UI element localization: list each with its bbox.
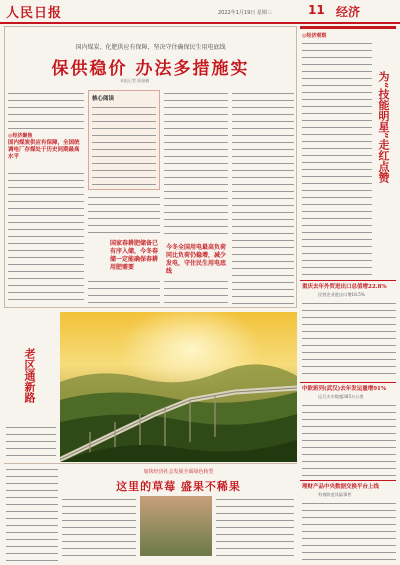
right-body-2 (302, 402, 396, 478)
feature-kicker: 加快经济社会发展全面绿色转型 (143, 469, 214, 475)
right-sub-1: 民营企业进出口增18.5% (318, 292, 365, 297)
feature-headline: 这里的草莓 盛果不稀果 (116, 480, 241, 493)
core-reading-body (92, 104, 156, 186)
lead-midhead-1: 国家春耕肥储备已有序入储，今冬春储一定能确保春耕用肥需要 (110, 240, 159, 271)
core-reading-title: 核心阅读 (92, 96, 115, 102)
lead-body-left-top (8, 90, 84, 130)
photo-vertical-caption-text: 老区通新路 (23, 347, 36, 403)
section-name: 经济 (336, 5, 361, 19)
photo-vertical-caption (22, 330, 36, 420)
lead-byline: 本报记者 陆娅楠 (120, 78, 150, 83)
right-headline-3: 理财产品中央数据交换平台上线 (302, 484, 380, 490)
dateline: 2022年1月19日 星期三 (218, 10, 272, 16)
highway-photo (60, 312, 297, 462)
right-divider-1 (300, 280, 396, 281)
right-body-3 (302, 500, 396, 562)
right-sub-3: 有效防范风险事件 (318, 492, 352, 497)
right-body-1 (302, 300, 396, 380)
lead-kicker: 国内煤炭、化肥供应有保障，坚决守住确保民生用电底线 (75, 44, 226, 51)
feature-left-body (6, 466, 58, 562)
right-column-tag: ◎经济观察 (302, 33, 327, 39)
lead-body-mid-top (88, 194, 160, 238)
right-vertical-title (376, 52, 394, 202)
lead-tag-left: ◎经济聚焦 (8, 133, 33, 139)
lead-body-mid-bottom (88, 278, 160, 304)
feature-body-1 (62, 496, 136, 562)
lead-sub-left: 国内煤炭供应有保障，全国统调电厂存煤处于历史同期最高水平 (8, 140, 80, 160)
feature-photo (140, 496, 212, 556)
feature-body-2 (216, 496, 294, 562)
right-headline-2: 中欧班列(武汉)去年发运量增91% (302, 386, 387, 392)
lead-body-col4 (232, 90, 294, 304)
right-headline-1: 重庆去年外贸进出口总值增22.8% (302, 284, 387, 290)
newspaper-logo: 人民日报 (6, 6, 63, 21)
right-commentary-body (302, 40, 372, 278)
right-column-rule (300, 26, 396, 29)
page-number: 11 (308, 3, 325, 17)
right-sub-2: 运行火车数超385万公里 (318, 394, 364, 399)
lead-body-left (8, 170, 84, 304)
lead-midhead-2: 今冬全国用电最高负荷同比负荷仍稳增，减少发电，守住民生用电底线 (166, 244, 227, 275)
right-vertical-title-text: 为“技能明星”走红点赞 (377, 71, 390, 183)
photo-caption-body (6, 424, 56, 460)
lead-body-col3-bottom (164, 278, 228, 304)
right-divider-2 (300, 382, 396, 383)
highway-photo-image (60, 312, 297, 462)
masthead-rule (0, 22, 400, 24)
lead-headline: 保供稳价 办法多措施实 (51, 59, 250, 79)
right-divider-3 (300, 480, 396, 481)
lead-body-col3 (164, 90, 228, 240)
